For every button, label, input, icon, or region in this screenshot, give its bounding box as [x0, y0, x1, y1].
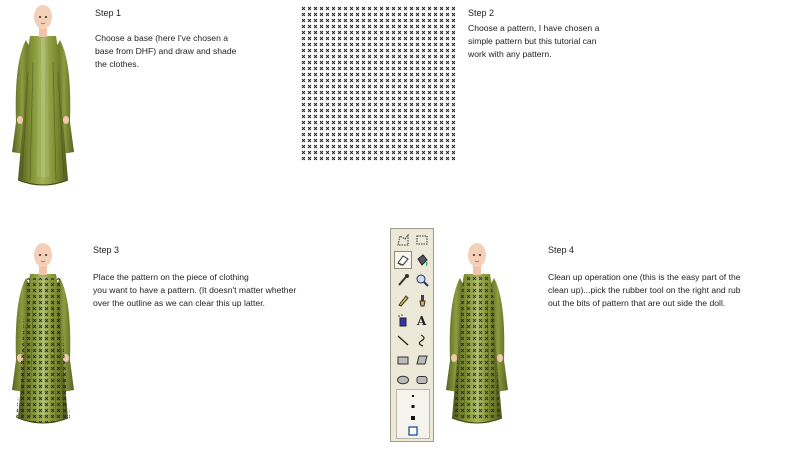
brush-icon[interactable]: [413, 291, 431, 309]
curve-icon[interactable]: [413, 331, 431, 349]
svg-text:A: A: [417, 314, 427, 327]
rect-select-icon[interactable]: [413, 231, 431, 249]
step4-text: Clean up operation one (this is the easy part of the clean up)...pick the rubber tool on the right and rub out the bits of pattern that are out side the doll.: [548, 272, 741, 308]
doll-step3-patterned: [8, 240, 78, 430]
eraser-icon[interactable]: [394, 251, 412, 269]
airbrush-icon[interactable]: [394, 311, 412, 329]
step3-text: Place the pattern on the piece of clothing you want to have a pattern. (It doesn't matter whether over the outline as we can clear this up latter.: [93, 272, 297, 308]
step1-title: Step 1: [95, 8, 122, 18]
ellipse-icon[interactable]: [394, 371, 412, 389]
doll-step1: [8, 2, 78, 192]
size-medium: [412, 405, 415, 408]
text-tool-icon[interactable]: [413, 311, 431, 329]
rounded-rect-icon[interactable]: [413, 371, 431, 389]
paint-toolbox: [390, 228, 434, 442]
line-icon[interactable]: [394, 331, 412, 349]
doll-step4-cleaned: [442, 240, 512, 430]
free-select-icon[interactable]: [394, 231, 412, 249]
size-xlarge-selected: [409, 427, 417, 435]
size-large: [411, 416, 415, 420]
rectangle-icon[interactable]: [394, 351, 412, 369]
step3-title: Step 3: [93, 245, 120, 255]
x-pattern-swatch: [301, 6, 455, 162]
step2-title: Step 2: [468, 8, 495, 18]
step4-title: Step 4: [548, 245, 575, 255]
polygon-icon[interactable]: [413, 351, 431, 369]
color-picker-icon[interactable]: [394, 271, 412, 289]
size-small: [412, 395, 414, 397]
step2-text: Choose a pattern, I have chosen a simple pattern but this tutorial can work with any pattern.: [468, 23, 600, 59]
magnifier-icon[interactable]: [413, 271, 431, 289]
pencil-icon[interactable]: [394, 291, 412, 309]
eraser-size-options: [396, 389, 430, 439]
step1-text: Choose a base (here I've chosen a base from DHF) and draw and shade the clothes.: [95, 33, 237, 69]
fill-bucket-icon[interactable]: [413, 251, 431, 269]
